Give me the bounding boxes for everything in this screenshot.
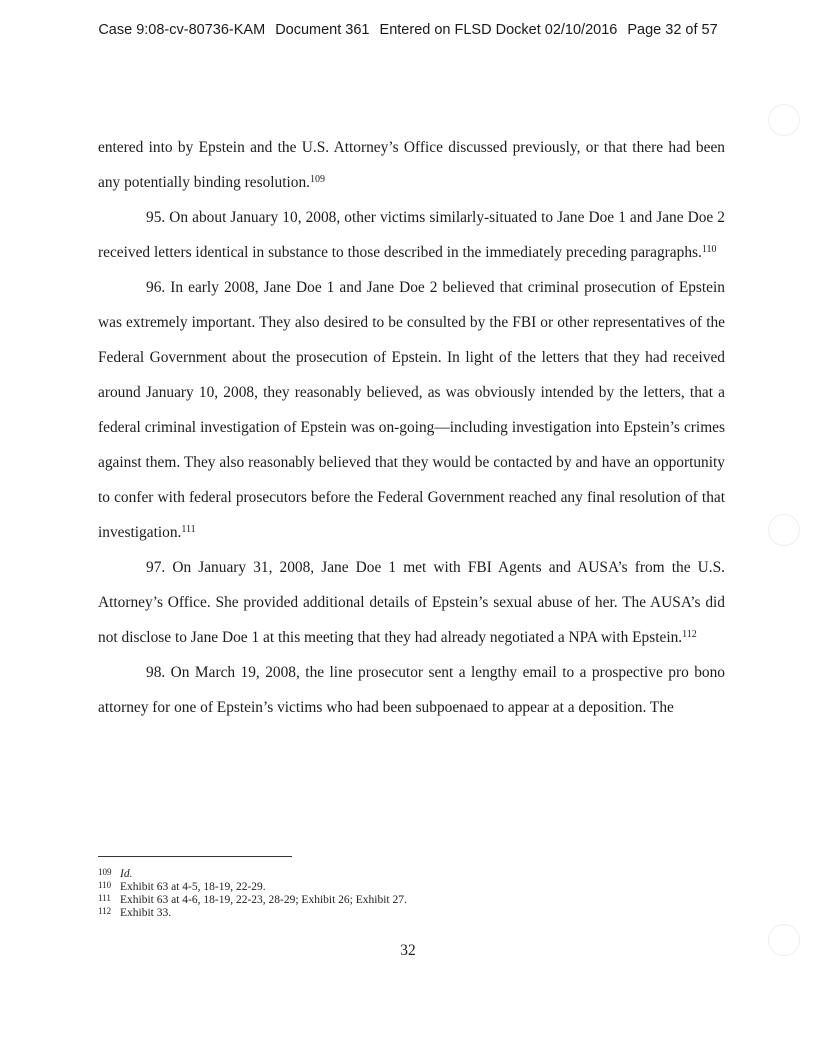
footnote-ref: 111: [181, 524, 196, 535]
footnote-text: Exhibit 63 at 4-5, 18-19, 22-29.: [120, 881, 266, 893]
footnote-number: 110: [98, 880, 112, 890]
header-page-count: Page 32 of 57: [627, 22, 718, 38]
footnote-text: Exhibit 63 at 4-6, 18-19, 22-23, 28-29; Exhibit 26; Exhibit 27.: [120, 894, 407, 906]
punch-hole-mark: [768, 514, 800, 546]
footnote-ref: 110: [701, 244, 717, 255]
footnote-number: 109: [98, 867, 112, 877]
header-document-number: Document 361: [275, 22, 370, 38]
paragraph-96: [98, 270, 725, 550]
paragraph-continued: [98, 130, 725, 200]
paragraph-text: 95. On about January 10, 2008, other victims similarly-situated to Jane Doe 1 and Jane Doe 2 received letters identical in substance to those described in the immediately preceding paragraphs.: [98, 209, 725, 261]
footnote-110: [98, 881, 725, 894]
punch-hole-mark: [768, 104, 800, 136]
body-text: [98, 130, 725, 725]
footnote-109: [98, 868, 725, 881]
footnote-text: Exhibit 33.: [120, 907, 172, 919]
header-entered-date: Entered on FLSD Docket 02/10/2016: [379, 22, 618, 38]
paragraph-text: 98. On March 19, 2008, the line prosecutor sent a lengthy email to a prospective pro bono attorney for one of Epstein’s victims who had been subpoenaed to appear at a deposition. The: [98, 664, 725, 716]
punch-hole-mark: [768, 924, 800, 956]
paragraph-95: [98, 200, 725, 270]
paragraph-97: [98, 550, 725, 655]
paragraph-text: 97. On January 31, 2008, Jane Doe 1 met with FBI Agents and AUSA’s from the U.S. Attorney’s Office. She provided additional details of Epstein’s sexual abuse of her. The AUSA’s did not disclose to Jane Doe 1 at this meeting that they had already negotiated a NPA with Epstein.: [98, 559, 725, 646]
page-number: 32: [400, 942, 416, 959]
footnotes: [98, 868, 725, 920]
footnote-ref: 112: [682, 629, 697, 640]
header-case-number: Case 9:08-cv-80736-KAM: [98, 22, 266, 38]
paragraph-text: entered into by Epstein and the U.S. Attorney’s Office discussed previously, or that there had been any potentially binding resolution.: [98, 139, 725, 191]
paragraph-98: [98, 655, 725, 725]
footnote-divider: [98, 856, 292, 857]
footnote-111: [98, 894, 725, 907]
paragraph-text: 96. In early 2008, Jane Doe 1 and Jane Doe 2 believed that criminal prosecution of Epstein was extremely important. They also desired to be consulted by the FBI or other representatives of the Federal Government about the prosecution of Epstein. In light of the letters that they had received around January 10, 2008, they reasonably believed, as was obviously intended by the letters, that a federal criminal investigation of Epstein was on-going—including investigation into Epstein’s crimes against them. They also reasonably believed that they would be contacted by and have an opportunity to confer with federal prosecutors before the Federal Government reached any final resolution of that investigation.: [98, 279, 725, 541]
footnote-112: [98, 907, 725, 920]
footnote-number: 112: [98, 906, 112, 916]
docket-header: [0, 22, 816, 38]
footnote-number: 111: [98, 893, 111, 903]
footnote-ref: 109: [310, 174, 326, 185]
footnote-text: Id.: [120, 868, 133, 880]
